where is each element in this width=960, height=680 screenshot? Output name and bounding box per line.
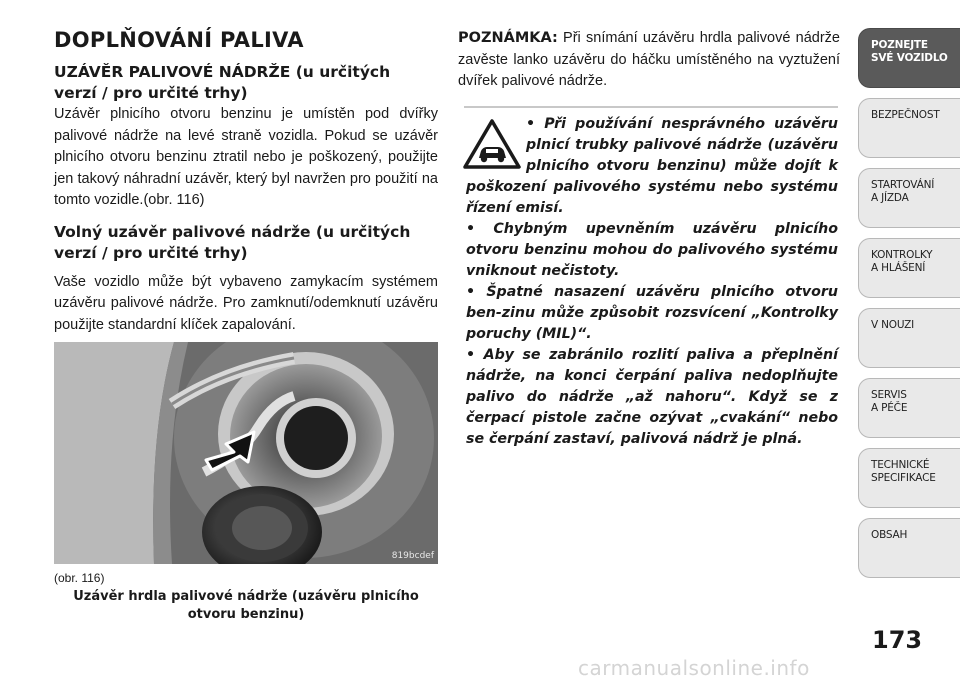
note-label: POZNÁMKA:: [458, 30, 558, 46]
warning-item: • Špatné nasazení uzávěru plnicího otvoru ben-zinu může způsobit rozsvícení „Kontrolky poruchy (MIL)“.: [466, 284, 838, 342]
paragraph-fuel-cap: Uzávěr plnicího otvoru benzinu je umístěn pod dvířky palivové nádrže na levé straně vozidla. Pokud se uzávěr plnicího otvoru benzinu ztratil nebo je poškozený, použijte jen takový náhradní uzávěr, který byl navržen pro použití na tomto vozidle.(obr. 116): [54, 106, 438, 208]
figure-reference[interactable]: (obr. 116): [143, 192, 205, 208]
figure-number: (obr. 116): [54, 571, 105, 585]
tab-starting-driving[interactable]: STARTOVÁNÍ A JÍZDA: [858, 168, 960, 228]
warning-divider: [464, 106, 838, 108]
tab-know-your-vehicle[interactable]: POZNEJTE SVÉ VOZIDLO: [858, 28, 960, 88]
figure-code: 819bcdef: [391, 551, 434, 561]
page-number: 173: [872, 626, 923, 654]
fuel-filler-illustration: [54, 342, 438, 564]
left-column: [54, 28, 438, 336]
warning-item: • Chybným upevněním uzávěru plnicího otvoru benzinu mohou do palivového systému vniknout nečistoty.: [466, 221, 838, 279]
note-paragraph: POZNÁMKA: Při snímání uzávěru hrdla palivové nádrže zavěste lanko uzávěru do háčku umístěného na vyztužení dvířek palivové nádrže.: [458, 30, 840, 89]
tab-specifications[interactable]: TECHNICKÉ SPECIFIKACE: [858, 448, 960, 508]
paragraph-locking-cap: Vaše vozidlo může být vybaveno zamykacím systémem uzávěru palivové nádrže. Pro zamknutí/odemknutí uzávěru použijte standardní klíček zapalování.: [54, 273, 438, 333]
section-title: DOPLŇOVÁNÍ PALIVA: [54, 28, 304, 52]
tab-emergency[interactable]: V NOUZI: [858, 308, 960, 368]
chapter-tabs: [858, 28, 960, 588]
warning-item: • Aby se zabránilo rozlití paliva a přeplnění nádrže, na konci čerpání paliva nedoplňujte palivo do nádrže „až nahoru“. Když se z čerpací pistole začne ozývat „cvakání“ nebo se čerpání zastaví, palivová nádrž je plná.: [466, 347, 838, 447]
warning-item: • Při používání nesprávného uzávěru plnicí trubky palivové nádrže (uzávěru plnicího otvoru benzinu) může dojít k poškození palivového systému nebo systému řízení emisí.: [466, 116, 838, 216]
tab-safety[interactable]: BEZPEČNOST: [858, 98, 960, 158]
watermark: carmanualsonline.info: [578, 656, 810, 680]
tab-service[interactable]: SERVIS A PÉČE: [858, 378, 960, 438]
tab-contents[interactable]: OBSAH: [858, 518, 960, 578]
fuel-cap-photo: [54, 342, 438, 564]
subheading-fuel-cap: UZÁVĚR PALIVOVÉ NÁDRŽE (u určitých verzí / pro určité trhy): [54, 63, 391, 102]
tab-warning-lights[interactable]: KONTROLKY A HLÁŠENÍ: [858, 238, 960, 298]
figure-caption: Uzávěr hrdla palivové nádrže (uzávěru plnicího otvoru benzinu): [73, 589, 419, 622]
warning-box: [466, 114, 838, 450]
subheading-loose-cap: Volný uzávěr palivové nádrže (u určitých verzí / pro určité trhy): [54, 222, 411, 262]
right-column: [458, 28, 840, 93]
